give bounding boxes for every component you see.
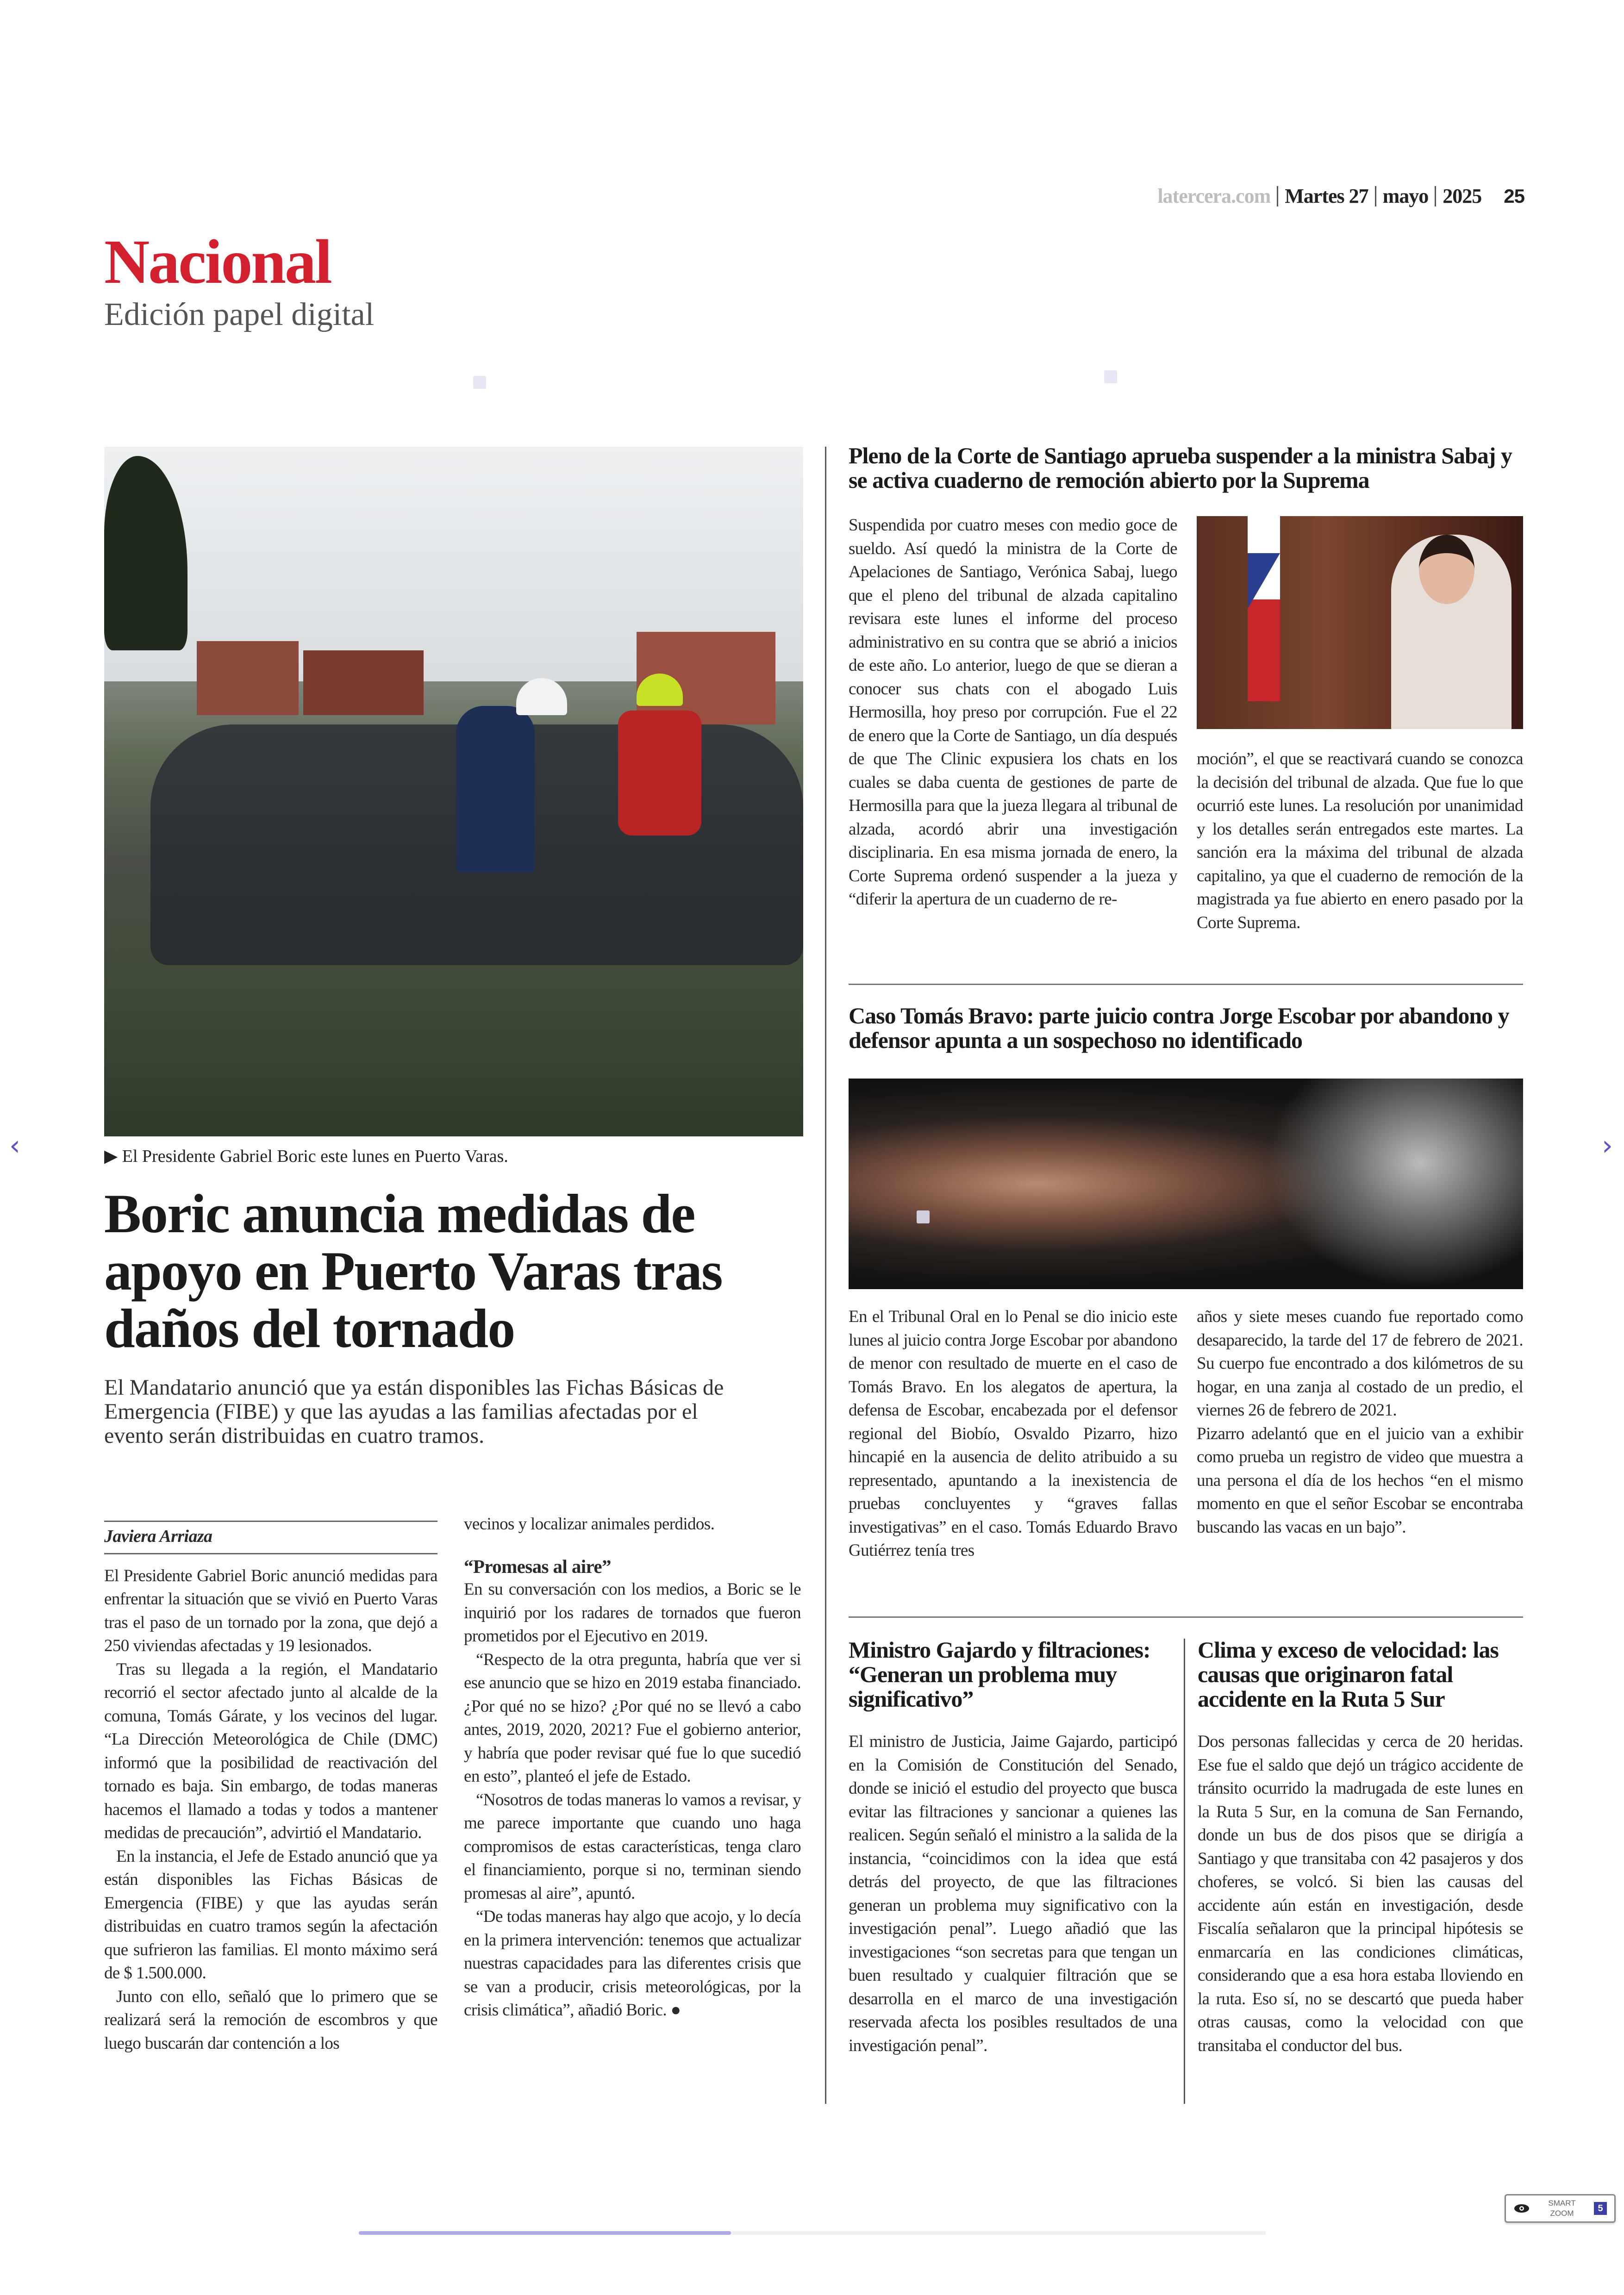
annotation-note-icon[interactable] bbox=[473, 376, 486, 389]
smart-zoom-badge: 5 bbox=[1594, 2202, 1607, 2215]
folio-month: mayo bbox=[1382, 185, 1429, 207]
chile-flag bbox=[1248, 516, 1280, 701]
byline: Javiera Arriaza bbox=[104, 1521, 437, 1554]
paragraph: El Presidente Gabriel Boric anunció medidas para enfrentar la situación que se vivió en Puerto Varas tras el paso de un tornado por la zona, que dejó a 250 viviendas afectadas y 19 lesionados. bbox=[104, 1566, 437, 1655]
page-number: 25 bbox=[1504, 185, 1524, 207]
story-column: Suspendida por cuatro meses con medio goce de sueldo. Así quedó la ministra de la Corte de Apelaciones de Santiago, Verónica Sabaj, luego que el pleno del tribunal de alzada capitalino revisara este lunes el informe del proceso administrativo en su contra que se abrió a inicios de este año. Lo anterior, luego de que se dieran a conocer sus chats con el abogado Luis Hermosilla, hoy preso por corrupción. Fue el 22 de enero que la Corte de Santiago, un día después de que The Clinic expusiera los chats en los cuales se daba cuenta de gestiones de parte de Hermosilla para que la jueza llegara al tribunal de alzada, acordó abrir una investigación disciplinaria. En esa misma jornada de enero, la Corte Suprema ordenó suspender a la jueza y “diferir la apertura de un cuaderno de re- bbox=[849, 516, 1177, 909]
column-divider bbox=[825, 447, 826, 2104]
divider bbox=[1375, 186, 1376, 206]
lead-column-2 bbox=[464, 1513, 801, 2022]
story-body: Dos personas fallecidas y cerca de 20 heridas. Ese fue el saldo que dejó un trágico accidente de tránsito ocurrido la madrugada de este lunes en la Ruta 5 Sur, en la comuna de San Fernando, donde un bus de dos pisos que se dirigía a Santiago y que transitaba con 42 pasajeros y dos choferes, se volcó. Si bien las causas del accidente aún están en investigación, desde Fiscalía señalaron que la principal hipótesis se enmarcaría en las condiciones climáticas, considerando que a esa hora estaba lloviendo en la ruta. Eso sí, no se descartó que pueda haber otras causas, como la velocidad con que transitaba el conductor del bus. bbox=[1198, 1732, 1523, 2055]
lead-headline: Boric anuncia medidas de apoyo en Puerto Varas tras daños del tornado bbox=[104, 1183, 722, 1359]
divider bbox=[1277, 186, 1278, 206]
lead-dek: El Mandatario anunció que ya están disponibles las Fichas Básicas de Emergencia (FIBE) y que las ayudas a las familias afectadas por el evento serán distribuidas en cuatro tramos. bbox=[104, 1375, 724, 1448]
page-scrollbar[interactable] bbox=[359, 2231, 1266, 2235]
paragraph: “Respecto de la otra pregunta, habría que ver si ese anuncio que se hizo en 2019 estaba financiado. ¿Por qué no se hizo? ¿Por qué no se llevó a cabo antes, 2019, 2020, 2021? Fue el gobierno anterior, y habría que poder revisar qué fue lo que sucedió en esto”, planteó el jefe de Estado. bbox=[464, 1650, 801, 1786]
annotation-note-icon[interactable] bbox=[917, 1210, 930, 1223]
paragraph: “Nosotros de todas maneras lo vamos a revisar, y me parece importante que cuando uno haga compromisos de estas características, tenga claro el financiamiento, porque si no, terminan siendo promesas al aire”, apuntó. bbox=[464, 1790, 801, 1903]
annotation-note-icon[interactable] bbox=[1104, 370, 1117, 383]
paragraph: vecinos y localizar animales perdidos. bbox=[464, 1515, 715, 1534]
paragraph: años y siete meses cuando fue reportado como desaparecido, la tarde del 17 de febrero de 2021. Su cuerpo fue encontrado a dos kilómetros de su hogar, en una zanja al costado de un predio, el viernes 26 de febrero de 2021. bbox=[1197, 1307, 1523, 1420]
column-divider bbox=[1184, 1639, 1185, 2104]
paragraph: En la instancia, el Jefe de Estado anunció que ya están disponibles las Fichas Básicas de Emergencia (FIBE) y que las ayudas serán distribuidas en cuatro tramos según la afectación que sufrieron las familias. El monto máximo será de $ 1.500.000. bbox=[104, 1846, 437, 1983]
story-headline: Clima y exceso de velocidad: las causas que originaron fatal accidente en la Ruta 5 Sur bbox=[1198, 1637, 1499, 1712]
lead-photo bbox=[104, 447, 803, 1136]
paragraph: En su conversación con los medios, a Boric se le inquirió por los radares de tornados que fueron prometidos por el Ejecutivo en 2019. bbox=[464, 1580, 801, 1646]
story-headline: Ministro Gajardo y filtraciones: “Generan un problema muy significativo” bbox=[849, 1637, 1150, 1712]
paragraph: “De todas maneras hay algo que acojo, y lo decía en la primera intervención: tenemos que actualizar nuestras capacidades para las diferentes crisis que se van a producir, crisis meteorológicas, por la crisis climática”, añadió Boric. ● bbox=[464, 1907, 801, 2020]
story-photo bbox=[1197, 516, 1523, 729]
smart-zoom-label: SMART ZOOM bbox=[1548, 2199, 1576, 2218]
story-body: El ministro de Justicia, Jaime Gajardo, participó en la Comisión de Constitución del Senado, donde se inició el estudio del proyecto que busca evitar las filtraciones y sancionar a quienes las realicen. Según señaló el ministro a la salida de la instancia, “coincidimos con la idea que está detrás del proyecto, de que las filtraciones generan un problema muy significativo con la investigación penal”. Luego añadió que las investigaciones “son secretas para que tengan un buen resultado y cualquier filtración que se desarrolla en el marco de una investigación reservada afecta los posibles resultados de una investigación penal”. bbox=[849, 1732, 1177, 2055]
story-photo bbox=[849, 1079, 1523, 1289]
paragraph: Tras su llegada a la región, el Mandatario recorrió el sector afectado junto al alcalde de la comuna, Tomás Gárate, y los vecinos del lugar. “La Dirección Meteorológica de Chile (DMC) informó que la posibilidad de reactivación del tornado es baja. Sin embargo, de todas maneras hacemos el llamado a todas y todos a mantener medidas de precaución”, advirtió el Mandatario. bbox=[104, 1659, 437, 1842]
section-title: Nacional bbox=[104, 227, 331, 297]
folio-year: 2025 bbox=[1443, 185, 1482, 207]
next-page-button[interactable]: › bbox=[1602, 1129, 1613, 1162]
story-headline: Pleno de la Corte de Santiago aprueba suspender a la ministra Sabaj y se activa cuaderno de remoción abierto por la Suprema bbox=[849, 443, 1512, 493]
scrollbar-thumb[interactable] bbox=[359, 2231, 731, 2235]
eye-icon bbox=[1513, 2203, 1530, 2214]
paragraph: Junto con ello, señaló que lo primero que se realizará será la remoción de escombros y que luego buscarán dar contención a los bbox=[104, 1987, 437, 2053]
subheading: “Promesas al aire” bbox=[464, 1555, 611, 1577]
site-name: latercera.com bbox=[1157, 185, 1271, 207]
story-divider bbox=[849, 984, 1523, 985]
story-divider bbox=[849, 1616, 1523, 1618]
divider bbox=[1435, 186, 1436, 206]
story-headline: Caso Tomás Bravo: parte juicio contra Jorge Escobar por abandono y defensor apunta a un sospechoso no identificado bbox=[849, 1003, 1509, 1053]
photo-caption: ▶ El Presidente Gabriel Boric este lunes en Puerto Varas. bbox=[104, 1147, 508, 1166]
folio-day: Martes 27 bbox=[1285, 185, 1368, 207]
previous-page-button[interactable]: ‹ bbox=[9, 1129, 20, 1162]
story-column bbox=[1197, 1305, 1523, 1539]
section-subtitle: Edición papel digital bbox=[104, 297, 375, 332]
lead-column-1 bbox=[104, 1521, 437, 2055]
paragraph: Pizarro adelantó que en el juicio van a exhibir como prueba un registro de video que muestra a una persona el día de los hechos “en el mismo momento en que el señor Escobar se encontraba buscando las vacas en un bajo”. bbox=[1197, 1424, 1523, 1537]
page-folio bbox=[1157, 184, 1524, 208]
story-column: En el Tribunal Oral en lo Penal se dio inicio este lunes al juicio contra Jorge Escobar por abandono de menor con resultado de muerte en el caso de Tomás Bravo. En los alegatos de apertura, la defensa de Escobar, encabezada por el defensor regional del Biobío, Osvaldo Pizarro, hizo hincapié en la ausencia de delito atribuido a su representado, apuntando a la inexistencia de pruebas concluyentes y “graves fallas investigativas” en el caso. Tomás Eduardo Bravo Gutiérrez tenía tres bbox=[849, 1307, 1177, 1560]
smart-zoom-button[interactable] bbox=[1505, 2194, 1616, 2223]
story-column: moción”, el que se reactivará cuando se conozca la decisión del tribunal de alzada. Que fue lo que ocurrió este lunes. La resolución por unanimidad y los detalles serán entregados este martes. La sanción era la máxima del tribunal de alzada capitalino, ya que el cuaderno de remoción de la magistrada ya fue abierto en enero pasado por la Corte Suprema. bbox=[1197, 749, 1523, 932]
person bbox=[456, 706, 535, 873]
